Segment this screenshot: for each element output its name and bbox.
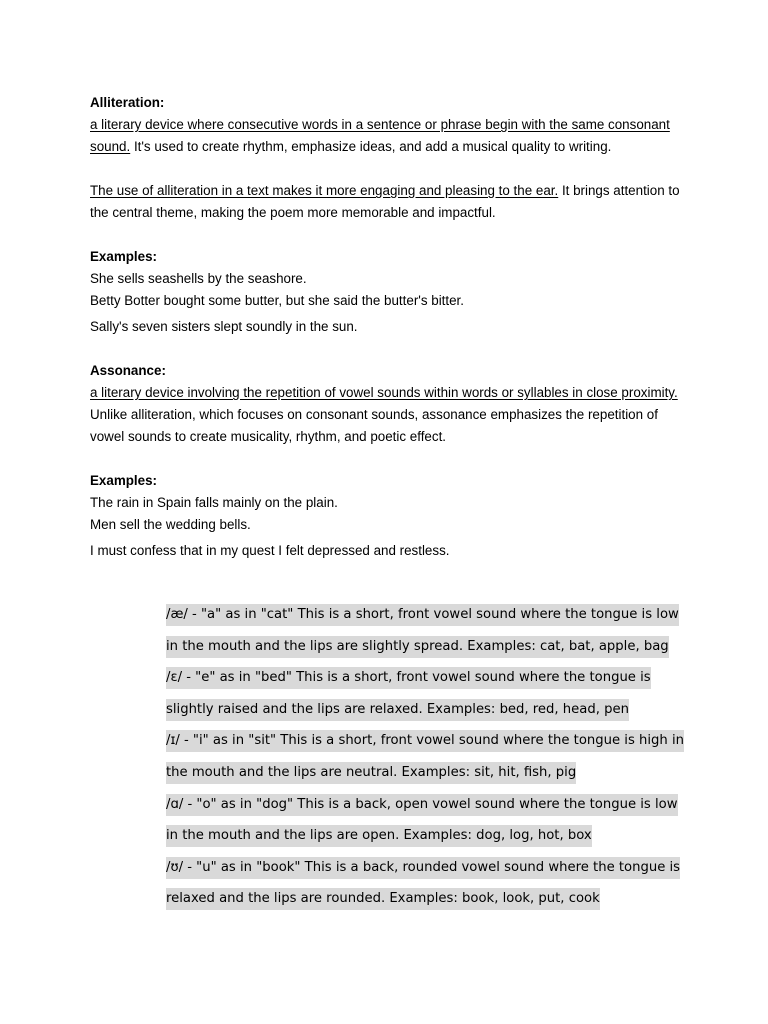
document-body [90, 92, 690, 562]
assonance-definition-underlined: a literary device involving the repetition of vowel sounds within words or syllables in close proximity. [90, 385, 678, 400]
alliteration-example: Sally's seven sisters slept soundly in the sun. [90, 319, 358, 334]
vowel-sounds-list [166, 599, 686, 915]
vowel-sound-text: /ɪ/ - "i" as in "sit" This is a short, front vowel sound where the tongue is high in the mouth and the lips are neutral. Examples: sit, hit, fish, pig [166, 730, 684, 784]
alliteration-example: Betty Botter bought some butter, but she said the butter's bitter. [90, 293, 464, 308]
assonance-definition [90, 382, 690, 448]
vowel-sound-text: /ɑ/ - "o" as in "dog" This is a back, open vowel sound where the tongue is low in the mouth and the lips are open. Examples: dog, log, hot, box [166, 794, 678, 848]
assonance-examples-heading: Examples: [90, 473, 157, 488]
alliteration-heading: Alliteration: [90, 95, 165, 110]
assonance-definition-rest: Unlike alliteration, which focuses on consonant sounds, assonance emphasizes the repetition of vowel sounds to create musicality, rhythm, and poetic effect. [90, 407, 658, 444]
vowel-sound-text: /ʊ/ - "u" as in "book" This is a back, rounded vowel sound where the tongue is relaxed and the lips are rounded. Examples: book, look, put, cook [166, 857, 680, 911]
assonance-example: I must confess that in my quest I felt depressed and restless. [90, 543, 450, 558]
alliteration-definition-rest: It's used to create rhythm, emphasize ideas, and add a musical quality to writing. [130, 139, 612, 154]
vowel-sound-item [166, 725, 686, 788]
alliteration-definition [90, 114, 690, 158]
assonance-example: Men sell the wedding bells. [90, 517, 251, 532]
spacer [90, 448, 690, 470]
vowel-sound-item [166, 599, 686, 662]
alliteration-definition-underlined: a literary device where consecutive words in a sentence or phrase begin with the same consonant sound. [90, 117, 670, 154]
vowel-sound-item [166, 789, 686, 852]
spacer [90, 338, 690, 360]
vowel-sound-text: /æ/ - "a" as in "cat" This is a short, front vowel sound where the tongue is low in the mouth and the lips are slightly spread. Examples: cat, bat, apple, bag [166, 604, 679, 658]
alliteration-usage [90, 180, 690, 224]
vowel-sound-text: /ɛ/ - "e" as in "bed" This is a short, front vowel sound where the tongue is slightly raised and the lips are relaxed. Examples: bed, red, head, pen [166, 667, 651, 721]
vowel-sound-item [166, 662, 686, 725]
alliteration-examples-heading: Examples: [90, 249, 157, 264]
assonance-heading: Assonance: [90, 363, 166, 378]
spacer [90, 224, 690, 246]
alliteration-usage-underlined: The use of alliteration in a text makes it more engaging and pleasing to the ear. [90, 183, 559, 198]
vowel-sound-item [166, 852, 686, 915]
spacer [90, 158, 690, 180]
alliteration-example: She sells seashells by the seashore. [90, 271, 307, 286]
assonance-example: The rain in Spain falls mainly on the plain. [90, 495, 338, 510]
alliteration-usage-rest: It brings attention to the central theme, making the poem more memorable and impactful. [90, 183, 680, 220]
